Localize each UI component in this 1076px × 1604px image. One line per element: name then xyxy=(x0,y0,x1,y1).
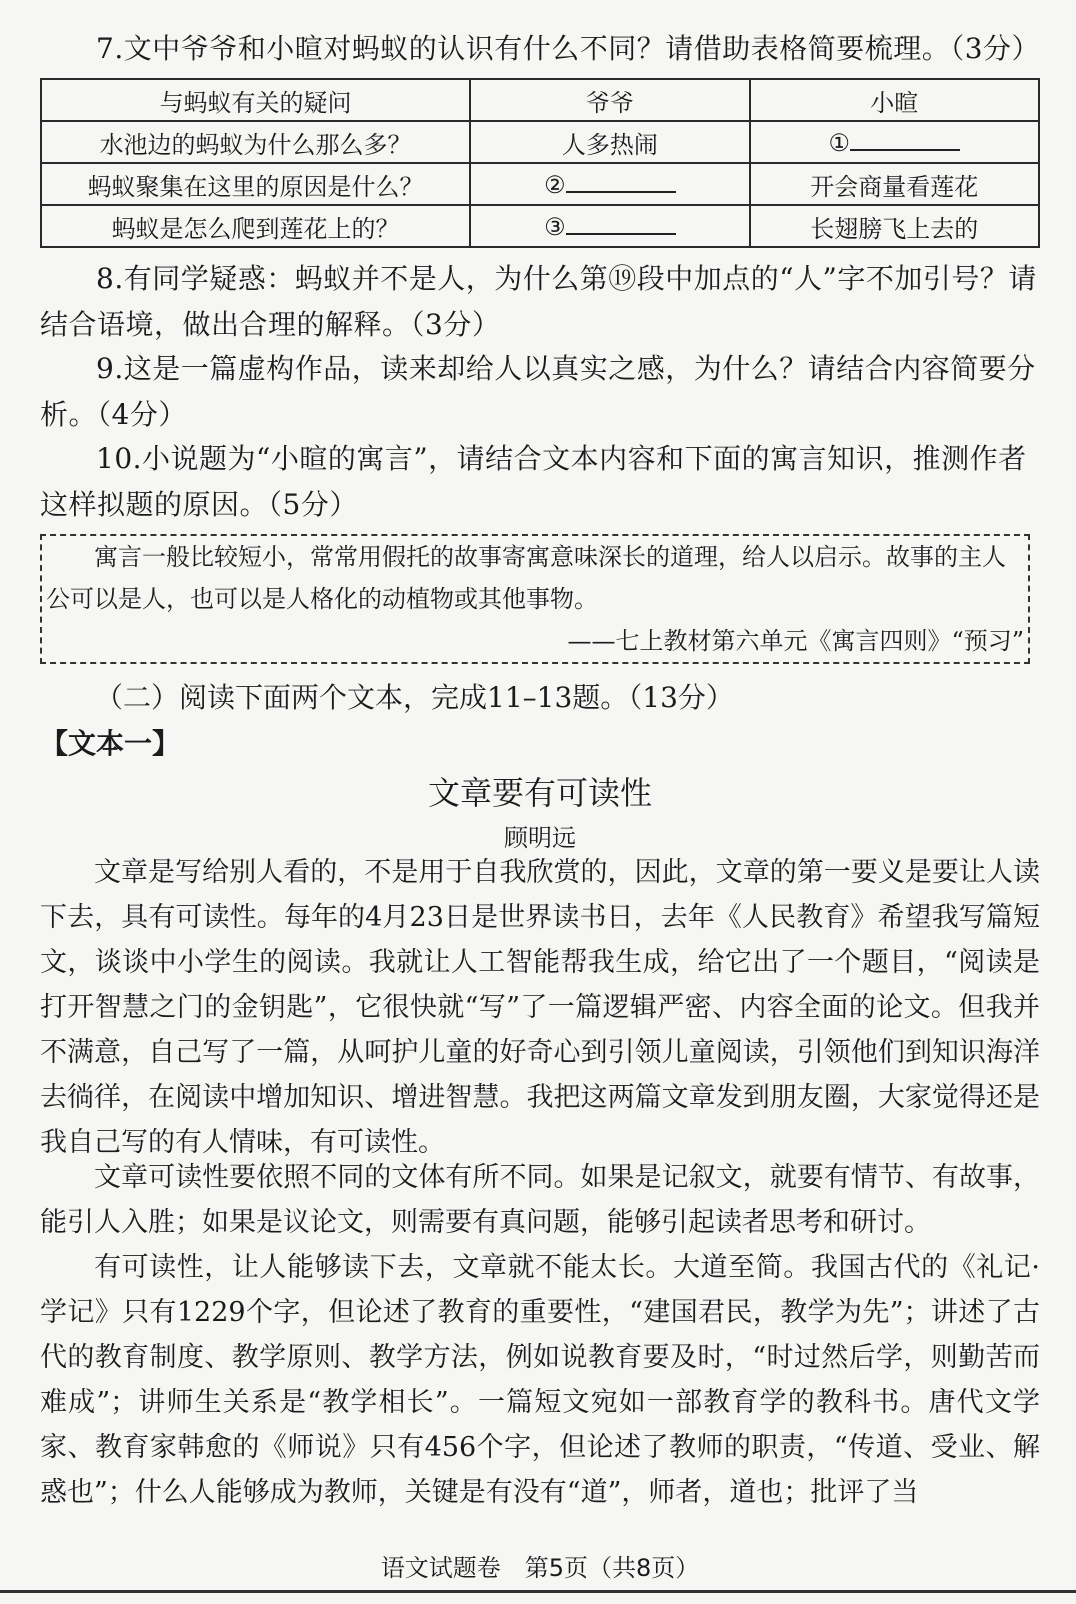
table-header: 小暄 xyxy=(750,79,1039,121)
table-row xyxy=(41,121,1039,163)
article-paragraph: 文章是写给别人看的，不是用于自我欣赏的，因此，文章的第一要义是要让人读下去，具有可读性。每年的4月23日是世界读书日，去年《人民教育》希望我写篇短文，谈谈中小学生的阅读。我就让人工智能帮我生成，给它出了一个题目，“阅读是打开智慧之门的金钥匙”，它很快就“写”了一篇逻辑严密、内容全面的论文。但我并不满意，自己写了一篇，从呵护儿童的好奇心到引领儿童阅读，引领他们到知识海洋去徜徉，在阅读中增加知识、增进智慧。我把这两篇文章发到朋友圈，大家觉得还是我自己写的有人情味，有可读性。 xyxy=(40,857,1040,1158)
table-row xyxy=(41,163,1039,205)
answer-blank-1: ① xyxy=(750,121,1039,163)
table-cell: 水池边的蚂蚁为什么那么多？ xyxy=(41,121,470,163)
table-header: 与蚂蚁有关的疑问 xyxy=(41,79,470,121)
fable-source: ——七上教材第六单元《寓言四则》“预习” xyxy=(567,627,1024,655)
question-10: 10.小说题为“小暄的寓言”，请结合文本内容和下面的寓言知识，推测作者这样拟题的原因。（5分） xyxy=(40,442,1027,521)
table-cell: 开会商量看莲花 xyxy=(750,163,1039,205)
section-2-heading: （二）阅读下面两个文本，完成11–13题。（13分） xyxy=(95,681,734,714)
article-paragraph: 有可读性，让人能够读下去，文章就不能太长。大道至简。我国古代的《礼记·学记》只有1229个字，但论述了教育的重要性，“建国君民，教学为先”；讲述了古代的教育制度、教学原则、教学方法，例如说教育要及时，“时过然后学，则勤苦而难成”；讲师生关系是“教学相长”。一篇短文宛如一部教育学的教科书。唐代文学家、教育家韩愈的《师说》只有456个字，但论述了教师的职责，“传道、受业、解惑也”；什么人能够成为教师，关键是有没有“道”，师者，道也；批评了当 xyxy=(40,1252,1040,1508)
table-cell: 蚂蚁是怎么爬到莲花上的？ xyxy=(41,205,470,247)
bottom-rule xyxy=(0,1590,1076,1593)
article-title: 文章要有可读性 xyxy=(427,774,652,812)
question-7: 7.文中爷爷和小暄对蚂蚁的认识有什么不同？请借助表格简要梳理。（3分） xyxy=(96,32,1041,65)
ant-comparison-table xyxy=(40,78,1040,248)
table-cell: 长翅膀飞上去的 xyxy=(750,205,1039,247)
table-cell: 蚂蚁聚集在这里的原因是什么？ xyxy=(41,163,470,205)
table-header: 爷爷 xyxy=(470,79,749,121)
table-cell: 人多热闹 xyxy=(470,121,749,163)
question-8: 8.有同学疑惑：蚂蚁并不是人，为什么第⑲段中加点的“人”字不加引号？请结合语境，做出合理的解释。（3分） xyxy=(40,262,1037,341)
text-one-label: 【文本一】 xyxy=(40,727,181,760)
answer-blank-2: ② xyxy=(470,163,749,205)
article-paragraph: 文章可读性要依照不同的文体有所不同。如果是记叙文，就要有情节、有故事，能引人入胜；如果是议论文，则需要有真问题，能够引起读者思考和研讨。 xyxy=(40,1162,1040,1238)
table-header-row xyxy=(41,79,1039,121)
answer-blank-3: ③ xyxy=(470,205,749,247)
fable-knowledge-box xyxy=(40,534,1030,664)
question-9: 9.这是一篇虚构作品，读来却给人以真实之感，为什么？请结合内容简要分析。（4分） xyxy=(40,352,1036,431)
fable-definition: 寓言一般比较短小，常常用假托的故事寄寓意味深长的道理，给人以启示。故事的主人公可以是人，也可以是人格化的动植物或其他事物。 xyxy=(46,543,1006,613)
article-author: 顾明远 xyxy=(504,824,576,852)
table-row xyxy=(41,205,1039,247)
page-footer: 语文试题卷 第5页（共8页） xyxy=(380,1554,700,1582)
